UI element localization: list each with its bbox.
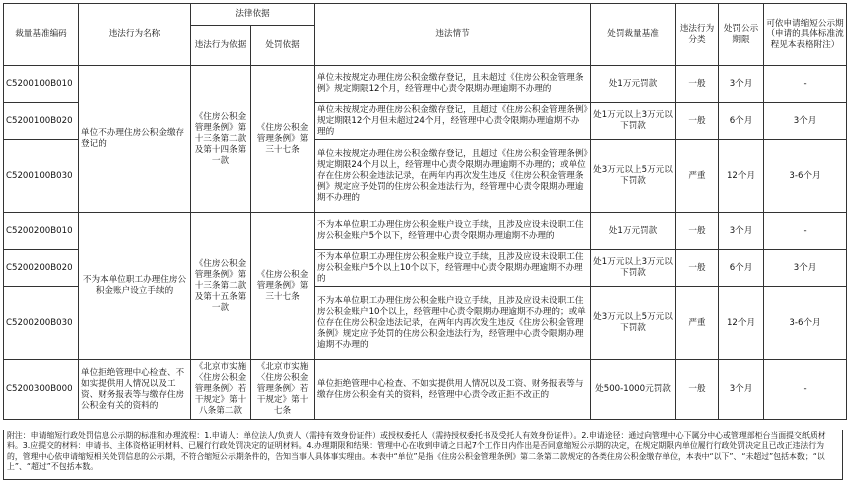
period-cell: 12个月 — [719, 287, 764, 360]
facts-cell: 单位未按规定办理住房公积金缴存登记，且超过《住房公积金管理条例》规定期限12个月但未超过24个月，经管理中心责令限期办理逾期不办理的 — [315, 103, 591, 140]
facts-cell: 单位拒绝管理中心检查、不如实提供用人情况以及工资、财务报表等与缴存住房公积金有关的资料，经管理中心责令改正拒不改正的 — [315, 360, 591, 420]
shorten-cell: - — [764, 213, 847, 250]
facts-cell: 单位未按规定办理住房公积金缴存登记，且未超过《住房公积金管理条例》规定期限12个月，经管理中心责令限期办理逾期不办理的 — [315, 66, 591, 103]
header-name: 违法行为名称 — [79, 4, 191, 66]
code-cell: C5200200B010 — [4, 213, 79, 250]
standard-cell: 处1万元以上3万元以下罚款 — [591, 103, 676, 140]
code-cell: C5200100B010 — [4, 66, 79, 103]
standard-cell: 处1万元罚款 — [591, 66, 676, 103]
period-cell: 12个月 — [719, 140, 764, 213]
facts-cell: 不为本单位职工办理住房公积金账户设立手续，且涉及应设未设职工住房公积金账户5个以下，经管理中心责令限期办理逾期不办理的 — [315, 213, 591, 250]
shorten-cell: 3个月 — [764, 250, 847, 287]
period-cell: 6个月 — [719, 103, 764, 140]
header-category: 违法行为分类 — [676, 4, 719, 66]
table-row — [4, 66, 847, 103]
standard-cell: 处3万元以上5万元以下罚款 — [591, 287, 676, 360]
penalty-basis-cell: 《住房公积金管理条例》第三十七条 — [251, 213, 315, 360]
table-row — [4, 213, 847, 250]
violation-name-cell: 不为本单位职工办理住房公积金账户设立手续的 — [79, 213, 191, 360]
facts-cell: 不为本单位职工办理住房公积金账户设立手续，且涉及应设未设职工住房公积金账户5个以上10个以下，经管理中心责令限期办理逾期不办理的 — [315, 250, 591, 287]
standard-cell: 处500-1000元罚款 — [591, 360, 676, 420]
violation-name-cell: 单位拒绝管理中心检查、不如实提供用人情况以及工资、财务报表等与缴存住房公积金有关的资料的 — [79, 360, 191, 420]
violation-basis-cell: 《北京市实施〈住房公积金管理条例〉若干规定》第十八条第二款 — [191, 360, 251, 420]
violation-basis-cell: 《住房公积金管理条例》第十三条第二款及第十五条第一款 — [191, 213, 251, 360]
facts-cell: 不为本单位职工办理住房公积金账户设立手续，且涉及应设未设职工住房公积金账户10个以上，经管理中心责令限期办理逾期不办理的；或单位存在住房公积金违法记录，在两年内再次发生违反《住房公积金管理条例》规定应予处罚的住房公积金违法行为，经管理中心责令限期办理逾期不办理的 — [315, 287, 591, 360]
header-penalty-basis: 处罚依据 — [251, 26, 315, 66]
table-row — [4, 360, 847, 420]
shorten-cell: - — [764, 360, 847, 420]
period-cell: 3个月 — [719, 213, 764, 250]
code-cell: C5200200B030 — [4, 287, 79, 360]
category-cell: 一般 — [676, 360, 719, 420]
standard-cell: 处1万元罚款 — [591, 213, 676, 250]
code-cell: C5200100B020 — [4, 103, 79, 140]
header-code: 裁量基准编码 — [4, 4, 79, 66]
code-cell: C5200300B000 — [4, 360, 79, 420]
facts-cell: 单位未按规定办理住房公积金缴存登记，且超过《住房公积金管理条例》规定期限24个月以上，经管理中心责令限期办理逾期不办理的；或单位存在住房公积金违法记录，在两年内再次发生违反《住房公积金管理条例》规定应予处罚的住房公积金违法行为，经管理中心责令限期办理逾期不办理的 — [315, 140, 591, 213]
penalty-standard-table — [3, 3, 847, 420]
shorten-cell: - — [764, 66, 847, 103]
shorten-cell: 3个月 — [764, 103, 847, 140]
category-cell: 一般 — [676, 213, 719, 250]
standard-cell: 处1万元以上3万元以下罚款 — [591, 250, 676, 287]
header-standard: 处罚裁量基准 — [591, 4, 676, 66]
shorten-cell: 3-6个月 — [764, 140, 847, 213]
code-cell: C5200200B020 — [4, 250, 79, 287]
header-legal-basis: 法律依据 — [191, 4, 315, 26]
header-violation-basis: 违法行为依据 — [191, 26, 251, 66]
header-period: 处罚公示期限 — [719, 4, 764, 66]
violation-basis-cell: 《住房公积金管理条例》第十三条第二款及第十四条第一款 — [191, 66, 251, 213]
category-cell: 一般 — [676, 66, 719, 103]
standard-cell: 处3万元以上5万元以下罚款 — [591, 140, 676, 213]
period-cell: 3个月 — [719, 360, 764, 420]
penalty-basis-cell: 《住房公积金管理条例》第三十七条 — [251, 66, 315, 213]
category-cell: 严重 — [676, 140, 719, 213]
category-cell: 一般 — [676, 103, 719, 140]
header-facts: 违法情节 — [315, 4, 591, 66]
penalty-basis-cell: 《北京市实施〈住房公积金管理条例〉若干规定》第十七条 — [251, 360, 315, 420]
period-cell: 6个月 — [719, 250, 764, 287]
category-cell: 严重 — [676, 287, 719, 360]
footnote: 附注：申请缩短行政处罚信息公示期的标准和办理流程：1.申请人：单位法人/负责人（需持有效身份证件）或授权委托人（需持授权委托书及受托人有效身份证件）。2.申请途径：通过向管理中心下属分中心或管理部柜台当面提交纸质材料。3.应提交的材料：申请书、主体资格证明材料、已履行行政处罚决定的证明材料。4.办理期限和结果：管理中心在收到申请之日起7个工作日内作出是否同意缩短公示期的决定，在规定期限内单位履行行政处罚决定且已改正违法行为的，管理中心依申请缩短相关处罚信息的公示期，不符合缩短公示期条件的，告知当事人具体事实理由。本表中“单位”是指《住房公积金管理条例》第二条第二款规定的各类住房公积金缴存单位，本表中“以下”、“未超过”包括本数；“以上”、“超过”不包括本数。 — [3, 430, 843, 480]
code-cell: C5200100B030 — [4, 140, 79, 213]
shorten-cell: 3-6个月 — [764, 287, 847, 360]
header-shorten: 可依申请缩短公示期（申请的具体标准流程见本表格附注） — [764, 4, 847, 66]
violation-name-cell: 单位不办理住房公积金缴存登记的 — [79, 66, 191, 213]
category-cell: 一般 — [676, 250, 719, 287]
period-cell: 3个月 — [719, 66, 764, 103]
